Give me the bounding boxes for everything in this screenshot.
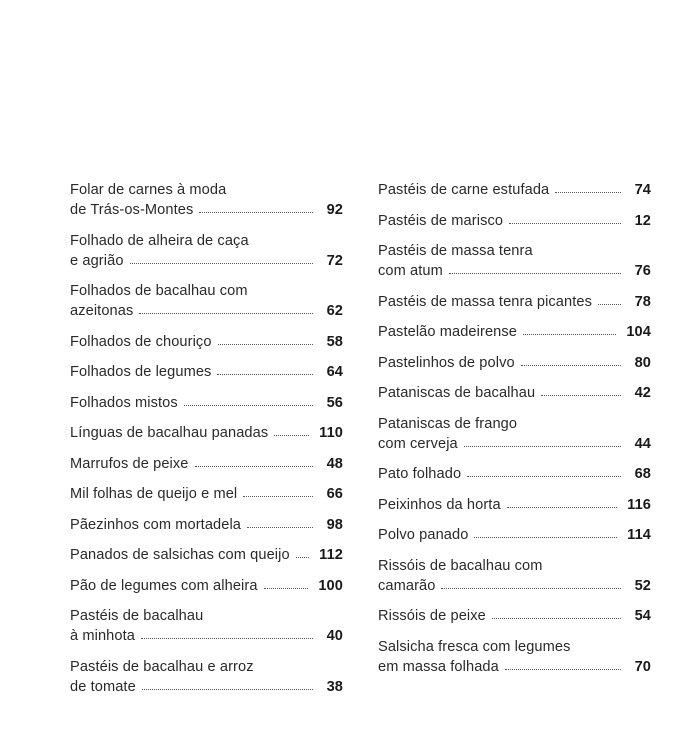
index-entry-title: Mil folhas de queijo e mel	[70, 486, 238, 502]
index-entry-title: Rissóis de peixe	[378, 608, 486, 624]
index-entry	[70, 545, 343, 565]
page-number: 12	[634, 212, 651, 229]
dot-leader	[274, 431, 309, 436]
page-number: 48	[326, 455, 343, 472]
index-column-left	[70, 180, 343, 707]
page-number: 68	[634, 466, 651, 482]
index-entry	[70, 484, 343, 504]
index-entry-title: Pastéis de massa tenra picantes	[378, 293, 593, 310]
index-entry-row	[378, 322, 651, 342]
index-entry	[378, 606, 651, 626]
index-entry	[378, 414, 651, 454]
page-number: 104	[626, 324, 651, 340]
index-entry	[70, 362, 343, 382]
index-entry-row	[70, 301, 343, 321]
index-entry-title-line: Pastéis de bacalhau e arroz	[70, 658, 254, 675]
index-entry-row	[378, 261, 651, 281]
index-entry-title: Polvo panado	[378, 527, 469, 543]
index-entry-title: à minhota	[70, 628, 135, 644]
index-entry-row	[378, 292, 651, 312]
dot-leader	[247, 523, 313, 528]
index-entry-row	[378, 211, 651, 231]
dot-leader	[598, 300, 621, 305]
index-entry-title: em massa folhada	[378, 658, 499, 675]
dot-leader	[218, 340, 313, 345]
index-entry	[70, 393, 343, 413]
page-number: 80	[634, 354, 651, 371]
dot-leader	[505, 665, 621, 670]
index-entry-row	[70, 545, 343, 565]
dot-leader	[142, 685, 313, 690]
page-number: 92	[326, 202, 343, 218]
index-entry-title-line: Pataniscas de frango	[378, 415, 518, 432]
index-entry	[378, 292, 651, 312]
dot-leader	[464, 442, 621, 447]
page-number: 78	[634, 293, 651, 310]
index-entry-title-line: Pastéis de bacalhau	[70, 608, 204, 624]
index-entry-title: com cerveja	[378, 435, 458, 452]
index-entry-title: Pataniscas de bacalhau	[378, 385, 536, 401]
page-number: 100	[318, 577, 343, 594]
index-entry-row	[378, 576, 651, 596]
index-entry-title-line: Rissóis de bacalhau com	[378, 557, 543, 574]
page-number: 40	[326, 628, 343, 644]
page-number: 52	[634, 577, 651, 594]
page-number: 66	[326, 486, 343, 502]
index-entry-row	[378, 464, 651, 484]
dot-leader	[507, 503, 617, 508]
index-entry-title: Pastéis de marisco	[378, 212, 504, 229]
index-entry-title: Folhados de chouriço	[70, 333, 212, 350]
dot-leader	[296, 553, 309, 558]
index-entry-row	[70, 332, 343, 352]
dot-leader	[449, 269, 621, 274]
page-number: 64	[326, 364, 343, 380]
index-entry-title: Peixinhos da horta	[378, 496, 501, 513]
index-entry	[378, 322, 651, 342]
page-number: 62	[326, 303, 343, 319]
index-entry-row	[378, 180, 651, 200]
dot-leader	[474, 533, 617, 538]
page-number: 54	[634, 608, 651, 624]
index-entry-row	[70, 576, 343, 596]
dot-leader	[130, 259, 313, 264]
page-number: 98	[326, 516, 343, 533]
index-entry-title: Folhados mistos	[70, 394, 178, 411]
dot-leader	[139, 309, 313, 314]
index-entry-row	[378, 353, 651, 373]
index-entry-row	[378, 434, 651, 454]
index-entry-title: de tomate	[70, 678, 136, 695]
index-entry-row	[70, 423, 343, 443]
index-entry-row	[378, 657, 651, 677]
dot-leader	[217, 370, 313, 375]
index-entry	[70, 515, 343, 535]
index-entry	[378, 180, 651, 200]
index-entry-title: Marrufos de peixe	[70, 455, 189, 472]
index-entry	[70, 423, 343, 443]
index-entry-title: Pastéis de carne estufada	[378, 182, 550, 198]
index-entry-row	[70, 515, 343, 535]
index-entry-title: Pãezinhos com mortadela	[70, 516, 242, 533]
index-entry	[70, 180, 343, 220]
page-number: 112	[319, 547, 343, 563]
index-entry-title: azeitonas	[70, 303, 134, 319]
index-entry	[378, 637, 651, 677]
index-entry-row	[70, 484, 343, 504]
index-entry	[70, 657, 343, 697]
index-entry-title: e agrião	[70, 252, 124, 269]
index-entry	[70, 454, 343, 474]
index-entry-row	[378, 525, 651, 545]
dot-leader	[523, 330, 616, 335]
page-number: 70	[634, 658, 651, 675]
index-entry	[70, 231, 343, 271]
index-entry	[378, 495, 651, 515]
index-entry-title-line: Folhados de bacalhau com	[70, 283, 248, 299]
page-number: 72	[326, 252, 343, 269]
page-number: 116	[627, 496, 651, 513]
index-entry	[378, 525, 651, 545]
index-entry	[378, 241, 651, 281]
index-entry-row	[70, 251, 343, 271]
index-entry-row	[70, 200, 343, 220]
index-entry	[378, 464, 651, 484]
index-entry-title-line: Salsicha fresca com legumes	[378, 638, 571, 655]
index-entry-title: Pastelinhos de polvo	[378, 354, 515, 371]
index-entry-row	[70, 626, 343, 646]
index-entry-row	[70, 362, 343, 382]
page-number: 38	[326, 678, 343, 695]
page-number: 114	[627, 527, 651, 543]
page-number: 44	[634, 435, 651, 452]
index-entry-title: Pato folhado	[378, 466, 462, 482]
index-entry-title: Pastelão madeirense	[378, 324, 518, 340]
dot-leader	[243, 492, 313, 497]
page-number: 74	[634, 182, 651, 198]
index-entry	[70, 332, 343, 352]
index-entry-title-line: Pastéis de massa tenra	[378, 243, 533, 259]
index-entry-row	[378, 495, 651, 515]
index-entry-row	[70, 677, 343, 697]
index-entry-title: Panados de salsichas com queijo	[70, 547, 290, 563]
index-entry-title: com atum	[378, 263, 443, 279]
page-number: 42	[634, 385, 651, 401]
page-number: 58	[326, 333, 343, 350]
index-entry-title-line: Folhado de alheira de caça	[70, 232, 249, 249]
index-entry	[70, 576, 343, 596]
index-entry-row	[378, 383, 651, 403]
page-number: 76	[634, 263, 651, 279]
page-number: 110	[319, 425, 343, 441]
dot-leader	[264, 584, 309, 589]
index-entry	[378, 211, 651, 231]
dot-leader	[521, 361, 621, 366]
dot-leader	[492, 614, 621, 619]
dot-leader	[184, 401, 313, 406]
dot-leader	[195, 462, 313, 467]
dot-leader	[199, 208, 313, 213]
index-entry-row	[70, 393, 343, 413]
index-entry-title: Pão de legumes com alheira	[70, 577, 258, 594]
index-entry	[378, 383, 651, 403]
dot-leader	[509, 219, 621, 224]
index-entry-title: Línguas de bacalhau panadas	[70, 425, 269, 441]
index-entry	[70, 281, 343, 321]
index-entry-title: Folhados de legumes	[70, 364, 212, 380]
index-entry	[378, 556, 651, 596]
index-entry-row	[378, 606, 651, 626]
index-entry-title-line: Folar de carnes à moda	[70, 182, 227, 198]
index-entry	[378, 353, 651, 373]
index-column-right	[378, 180, 651, 687]
dot-leader	[541, 391, 621, 396]
page-number: 56	[326, 394, 343, 411]
index-entry-row	[70, 454, 343, 474]
dot-leader	[441, 584, 621, 589]
index-entry-title: de Trás-os-Montes	[70, 202, 194, 218]
index-entry-title: camarão	[378, 577, 436, 594]
dot-leader	[141, 634, 313, 639]
index-entry	[70, 606, 343, 646]
dot-leader	[467, 472, 621, 477]
dot-leader	[555, 188, 621, 193]
